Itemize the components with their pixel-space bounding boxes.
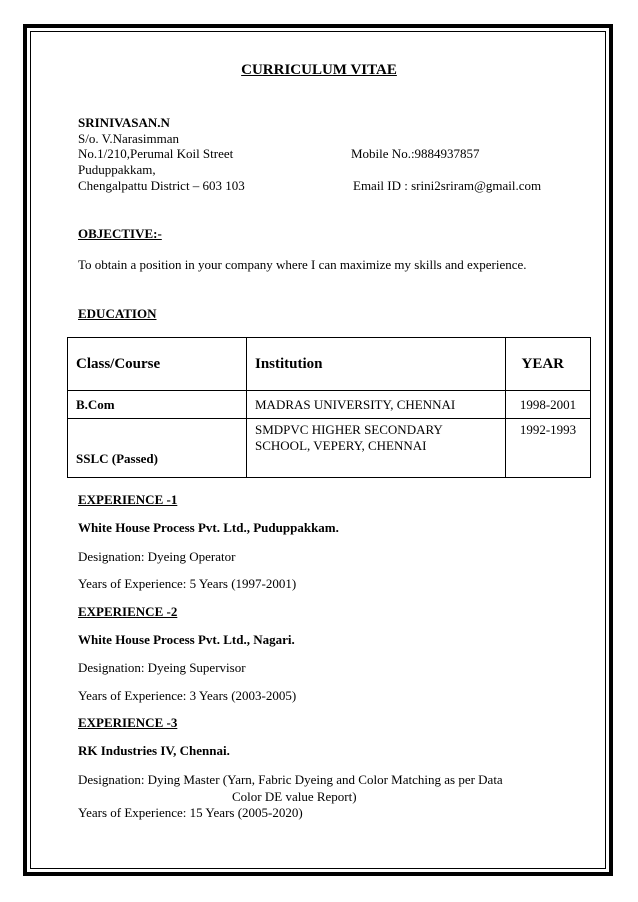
experience-3-heading: EXPERIENCE -3 [78, 715, 178, 730]
experience-1-heading: EXPERIENCE -1 [78, 492, 178, 507]
candidate-name: SRINIVASAN.N [78, 115, 170, 130]
table-row [68, 419, 591, 478]
experience-3-designation-continued: Color DE value Report) [232, 789, 357, 804]
institution-cell: MADRAS UNIVERSITY, CHENNAI [247, 391, 506, 419]
education-heading: EDUCATION [78, 306, 157, 321]
experience-2-designation: Designation: Dyeing Supervisor [78, 660, 246, 675]
experience-2-company: White House Process Pvt. Ltd., Nagari. [78, 632, 295, 647]
address-line-2: Puduppakkam, [78, 162, 156, 177]
mobile-number: Mobile No.:9884937857 [351, 146, 480, 161]
document-title: CURRICULUM VITAE [241, 62, 397, 78]
experience-3-designation: Designation: Dying Master (Yarn, Fabric Dyeing and Color Matching as per Data [78, 772, 503, 787]
experience-2-years: Years of Experience: 3 Years (2003-2005) [78, 688, 297, 703]
institution-line-2: SCHOOL, VEPERY, CHENNAI [255, 438, 427, 453]
course-cell: B.Com [68, 391, 247, 419]
table-row [68, 391, 591, 419]
experience-1-company: White House Process Pvt. Ltd., Puduppakkam. [78, 520, 339, 535]
year-cell: 1998-2001 [506, 391, 591, 419]
experience-1-years: Years of Experience: 5 Years (1997-2001) [78, 576, 297, 591]
address-line-1: No.1/210,Perumal Koil Street [78, 146, 234, 161]
column-header-year: YEAR [506, 338, 591, 391]
experience-1-designation: Designation: Dyeing Operator [78, 549, 236, 564]
email-address: Email ID : srini2sriram@gmail.com [353, 178, 542, 193]
institution-line-1: SMDPVC HIGHER SECONDARY [255, 422, 443, 437]
course-cell: SSLC (Passed) [68, 419, 247, 478]
objective-text: To obtain a position in your company where I can maximize my skills and experience. [78, 257, 527, 272]
experience-3-years: Years of Experience: 15 Years (2005-2020) [78, 805, 303, 820]
year-cell: 1992-1993 [506, 419, 591, 478]
objective-heading: OBJECTIVE:- [78, 226, 162, 241]
column-header-institution: Institution [247, 338, 506, 391]
father-name: S/o. V.Narasimman [78, 131, 179, 146]
experience-2-heading: EXPERIENCE -2 [78, 604, 178, 619]
institution-cell [247, 419, 506, 478]
address-line-3: Chengalpattu District – 603 103 [78, 178, 245, 193]
experience-3-company: RK Industries IV, Chennai. [78, 743, 230, 758]
table-header-row [68, 338, 591, 391]
education-table [67, 337, 591, 478]
column-header-course: Class/Course [68, 338, 247, 391]
